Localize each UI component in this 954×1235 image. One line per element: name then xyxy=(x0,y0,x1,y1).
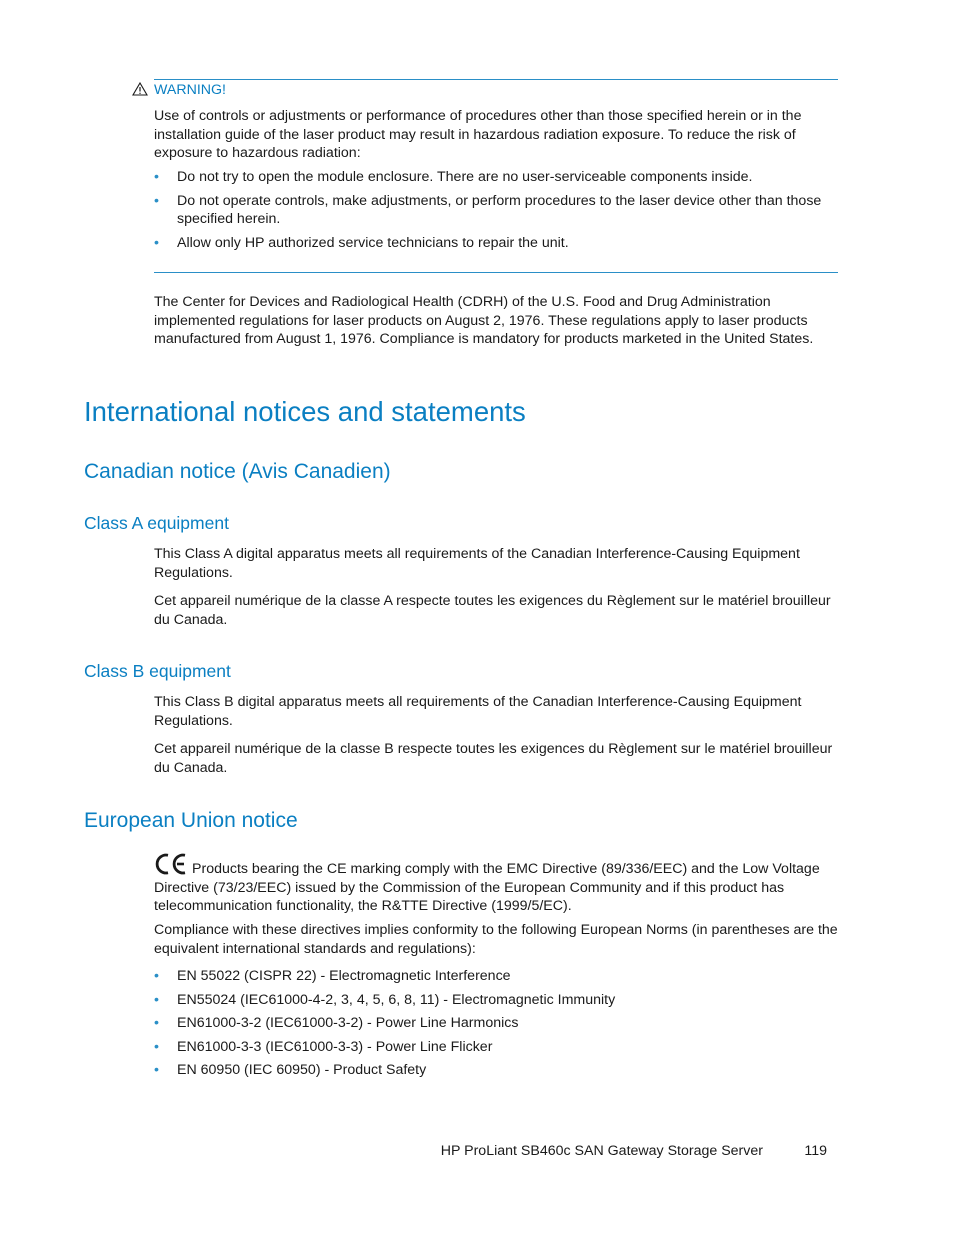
list-item: • Do not operate controls, make adjustments, or perform procedures to the laser device other than those specified herein. xyxy=(154,192,822,228)
heading-eu-notice: European Union notice xyxy=(84,809,298,832)
class-b-french: Cet appareil numérique de la classe B respecte toutes les exigences du Règlement sur le matériel brouilleur du Canada. xyxy=(154,741,833,776)
warning-intro: Use of controls or adjustments or performance of procedures other than those specified herein or in the installation guide of the laser product may result in hazardous radiation exposure. To reduce the risk of exposure to hazardous radiation: xyxy=(154,108,802,162)
bullet-dot-icon: • xyxy=(154,234,159,251)
bullet-dot-icon: • xyxy=(154,991,159,1008)
heading-class-b: Class B equipment xyxy=(84,661,231,681)
warning-bottom-rule xyxy=(154,272,838,273)
bullet-dot-icon: • xyxy=(154,192,159,209)
warning-triangle-icon xyxy=(132,82,148,96)
warning-label: WARNING! xyxy=(154,82,226,98)
bullet-dot-icon: • xyxy=(154,1062,159,1079)
class-a-french: Cet appareil numérique de la classe A respecte toutes les exigences du Règlement sur le matériel brouilleur du Canada. xyxy=(154,593,831,628)
heading-class-a: Class A equipment xyxy=(84,513,229,533)
warning-bullet-list xyxy=(154,168,838,252)
bullet-dot-icon: • xyxy=(154,968,159,984)
ce-mark-icon xyxy=(154,852,188,876)
class-a-english: This Class A digital apparatus meets all requirements of the Canadian Interference-Causing Equipment Regulations. xyxy=(154,546,800,581)
list-item: • EN 55022 (CISPR 22) - Electromagnetic Interference xyxy=(154,968,511,984)
norms-intro: Compliance with these directives implies conformity to the following European Norms (in parentheses are the equivalent international standards and regulations): xyxy=(154,922,838,957)
bullet-dot-icon: • xyxy=(154,1038,159,1055)
norms-list xyxy=(154,967,838,1080)
list-item: • EN55024 (IEC61000-4-2, 3, 4, 5, 6, 8, 11) - Electromagnetic Immunity xyxy=(154,991,616,1008)
bullet-dot-icon: • xyxy=(154,1015,159,1032)
cdrh-paragraph: The Center for Devices and Radiological Health (CDRH) of the U.S. Food and Drug Administration implemented regulations for laser products on August 2, 1976. These regulations apply to laser products manufactured from August 1, 1976. Compliance is mandatory for products marketed in the United States. xyxy=(154,294,814,348)
warning-top-rule xyxy=(154,79,838,80)
class-b-english: This Class B digital apparatus meets all requirements of the Canadian Interference-Causing Equipment Regulations. xyxy=(154,694,802,729)
list-item: • EN 60950 (IEC 60950) - Product Safety xyxy=(154,1062,427,1079)
footer-page-number: 119 xyxy=(804,1143,827,1159)
list-item: • Do not try to open the module enclosure. There are no user-serviceable components inside. xyxy=(154,169,753,185)
bullet-dot-icon: • xyxy=(154,169,159,185)
list-item: • EN61000-3-3 (IEC61000-3-3) - Power Line Flicker xyxy=(154,1038,493,1055)
list-item: • Allow only HP authorized service technicians to repair the unit. xyxy=(154,234,569,251)
heading-canadian-notice: Canadian notice (Avis Canadien) xyxy=(84,460,391,483)
footer-product-name: HP ProLiant SB460c SAN Gateway Storage Server xyxy=(440,1143,763,1159)
ce-paragraph: Products bearing the CE marking comply with the EMC Directive (89/336/EEC) and the Low Voltage Directive (73/23/EEC) issued by the Commission of the European Community and if this product has telecommunication functionality, the R&TTE Directive (1999/5/EC). xyxy=(154,852,838,916)
section-heading-international: International notices and statements xyxy=(84,396,526,427)
list-item: • EN61000-3-2 (IEC61000-3-2) - Power Line Harmonics xyxy=(154,1015,519,1032)
